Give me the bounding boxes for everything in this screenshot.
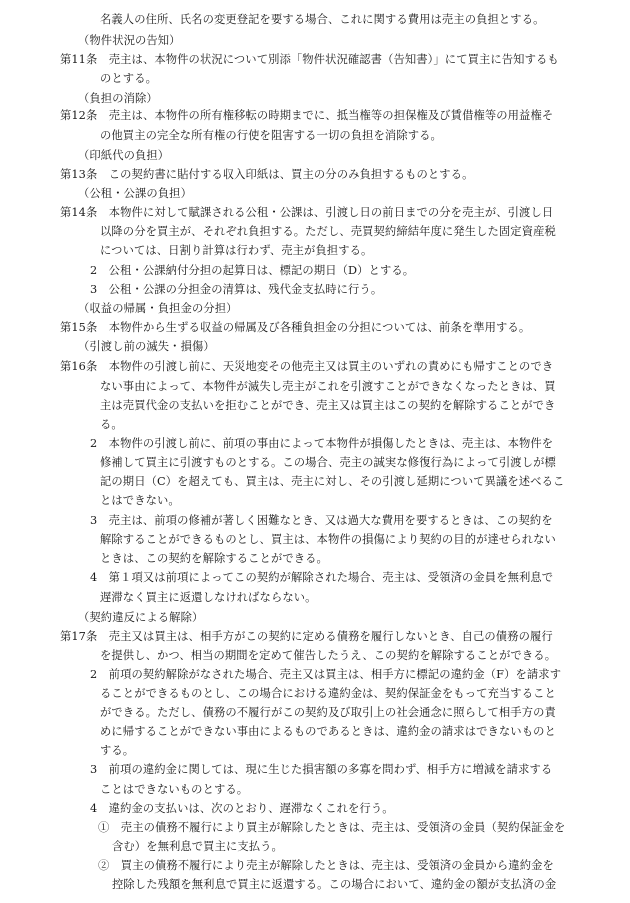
text-line: のとする。 (100, 72, 157, 86)
text-line: 3 公租・公課の分担金の清算は、残代金支払時に行う。 (90, 283, 383, 297)
text-line: （契約違反による解除） (78, 610, 204, 624)
text-line: 記の期日（C）を超えても、買主は、売主に対し、その引渡し延期について異議を述べるこ (100, 475, 565, 488)
text-line: 主は売買代金の支払いを拒むことができ、売主又は買主はこの契約を解除することができ (100, 398, 556, 412)
text-line: ることができるものとし、この場合における違約金は、契約保証金をもって充当すること (100, 686, 556, 700)
text-line: ない事由によって、本物件が滅失し売主がこれを引渡すことができなくなったときは、買 (100, 379, 556, 393)
text-line: 遅滞なく買主に返還しなければならない。 (100, 590, 317, 604)
text-line: 第16条 本物件の引渡し前に、天災地変その他売主又は買主のいずれの責めにも帰すことのでき (60, 360, 554, 374)
text-line: については、日割り計算は行わず、売主が負担する。 (100, 244, 373, 257)
text-line: 2 本物件の引渡し前に、前項の事由によって本物件が損傷したときは、売主は、本物件を (90, 436, 554, 450)
text-line: 第12条 売主は、本物件の所有権移転の時期までに、抵当権等の担保権及び賃借権等の用益権そ (60, 109, 554, 123)
text-line: ときは、この契約を解除することができる。 (100, 552, 328, 566)
text-line: 3 売主は、前項の修補が著しく困難なとき、又は過大な費用を要するときは、この契約を (90, 514, 553, 528)
text-line: 控除した残額を無利息で買主に返還する。この場合において、違約金の額が支払済の金 (112, 878, 557, 891)
text-line: 修補して買主に引渡すものとする。この場合、売主の誠実な修復行為によって引渡しが標 (100, 455, 556, 469)
text-line: る。 (100, 417, 123, 431)
text-line: めに帰することができない事由によるものであるときは、違約金の請求はできないものと (100, 725, 556, 739)
text-line: 第11条 売主は、本物件の状況について別添「物件状況確認書（告知書）」にて買主に告知するも (60, 52, 559, 66)
text-line: 3 前項の違約金に関しては、現に生じた損害額の多寡を問わず、相手方に増減を請求する (90, 763, 553, 777)
text-line: （印紙代の負担） (78, 148, 170, 162)
text-line: 2 公租・公課納付分担の起算日は、標記の期日（D）とする。 (90, 264, 415, 277)
text-line: （負担の消除） (78, 92, 158, 105)
text-line: 第17条 売主又は買主は、相手方がこの契約に定める債務を履行しないとき、自己の債務の履行 (60, 629, 553, 643)
text-line: 第13条 この契約書に貼付する収入印紙は、買主の分のみ負担するものとする。 (60, 167, 474, 181)
text-line: ことはできないものとする。 (100, 782, 249, 796)
text-line: の他買主の完全な所有権の行使を阻害する一切の負担を消除する。 (100, 128, 442, 142)
text-line: 解除することができるものとし、買主は、本物件の損傷により契約の目的が達せられない (100, 533, 556, 547)
text-line: （収益の帰属・負担金の分担） (78, 302, 238, 316)
text-line: 4 違約金の支払いは、次のとおり、遅滞なくこれを行う。 (90, 801, 394, 815)
text-line: 第15条 本物件から生ずる収益の帰属及び各種負担金の分担については、前条を準用する。 (60, 321, 531, 335)
text-line: 第14条 本物件に対して賦課される公租・公課は、引渡し日の前日までの分を売主が、引渡し日 (60, 205, 554, 219)
text-line: （公租・公課の負担） (78, 186, 192, 200)
text-line: 含む）を無利息で買主に支払う。 (112, 839, 283, 853)
text-line: （物件状況の告知） (78, 33, 181, 47)
text-line: ① 売主の債務不履行により買主が解除したときは、売主は、受領済の金員（契約保証金を (98, 820, 566, 834)
text-line: を提供し、かつ、相当の期間を定めて催告したうえ、この契約を解除することができる。 (100, 648, 557, 662)
text-line: 2 前項の契約解除がなされた場合、売主又は買主は、相手方に標記の違約金（F）を請求す (90, 667, 562, 681)
text-line: とはできない。 (100, 494, 180, 508)
text-line: 4 第１項又は前項によってこの契約が解除された場合、売主は、受領済の金員を無利息で (90, 571, 554, 585)
text-line: 以降の分を買主が、それぞれ負担する。ただし、売買契約締結年度に発生した固定資産税 (100, 224, 556, 238)
text-line: （引渡し前の滅失・損傷） (78, 340, 215, 354)
text-line: 名義人の住所、氏名の変更登記を要する場合、これに関する費用は売主の負担とする。 (100, 13, 545, 26)
text-line: する。 (100, 744, 135, 758)
text-line: ② 買主の債務不履行により売主が解除したときは、売主は、受領済の金員から違約金を (98, 858, 554, 872)
text-line: ができる。ただし、債務の不履行がこの契約及び取引上の社会通念に照らして相手方の責 (100, 706, 556, 719)
